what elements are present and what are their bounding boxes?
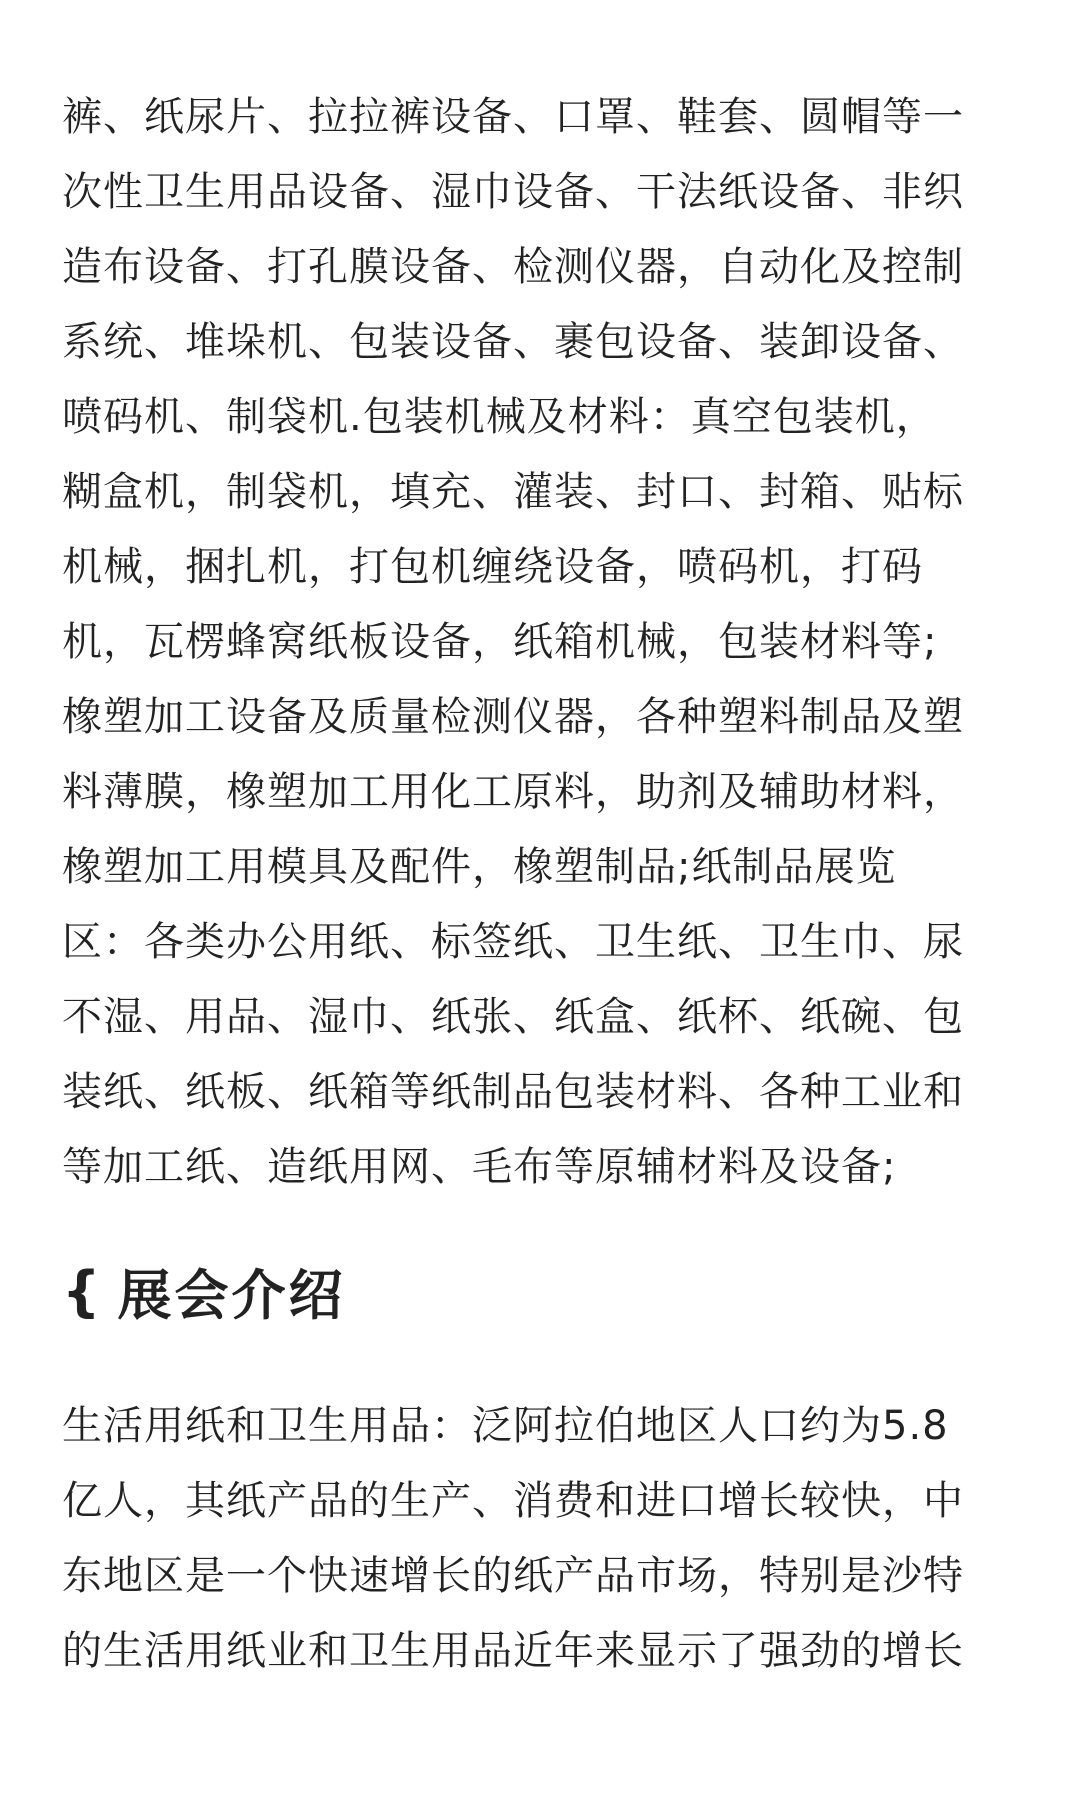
text-line: 装纸、纸板、纸箱等纸制品包装材料、各种工业和 bbox=[62, 1069, 964, 1115]
intro-paragraph bbox=[62, 1389, 1022, 1689]
text-line: 橡塑加工用模具及配件，橡塑制品;纸制品展览 bbox=[62, 844, 897, 890]
text-line: 造布设备、打孔膜设备、检测仪器，自动化及控制 bbox=[62, 244, 964, 290]
text-line: 区：各类办公用纸、标签纸、卫生纸、卫生巾、尿 bbox=[62, 919, 964, 965]
text-line: 的生活用纸业和卫生用品近年来显示了强劲的增长 bbox=[62, 1628, 964, 1674]
heading-brace: { bbox=[62, 1259, 104, 1323]
text-line: 东地区是一个快速增长的纸产品市场，特别是沙特 bbox=[62, 1553, 964, 1599]
text-line: 不湿、用品、湿巾、纸张、纸盒、纸杯、纸碗、包 bbox=[62, 994, 964, 1040]
text-line: 生活用纸和卫生用品：泛阿拉伯地区人口约为5.8 bbox=[62, 1403, 949, 1449]
article-body bbox=[62, 80, 1022, 1689]
text-line: 等加工纸、造纸用网、毛布等原辅材料及设备; bbox=[62, 1144, 897, 1190]
text-line: 亿人，其纸产品的生产、消费和进口增长较快，中 bbox=[62, 1478, 964, 1524]
text-line: 喷码机、制袋机.包装机械及材料：真空包装机， bbox=[62, 394, 937, 440]
text-line: 料薄膜，橡塑加工用化工原料，助剂及辅助材料， bbox=[62, 769, 964, 815]
text-line: 机械，捆扎机，打包机缠绕设备，喷码机，打码 bbox=[62, 544, 923, 590]
text-line: 机，瓦楞蜂窝纸板设备，纸箱机械，包装材料等; bbox=[62, 619, 938, 665]
section-heading bbox=[62, 1243, 1022, 1339]
exhibit-scope-paragraph bbox=[62, 80, 1022, 1205]
text-line: 裤、纸尿片、拉拉裤设备、口罩、鞋套、圆帽等一 bbox=[62, 94, 964, 140]
text-line: 系统、堆垛机、包装设备、裹包设备、装卸设备、 bbox=[62, 319, 964, 365]
text-line: 橡塑加工设备及质量检测仪器，各种塑料制品及塑 bbox=[62, 694, 964, 740]
text-line: 次性卫生用品设备、湿巾设备、干法纸设备、非织 bbox=[62, 169, 964, 215]
text-line: 糊盒机，制袋机，填充、灌装、封口、封箱、贴标 bbox=[62, 469, 964, 515]
section-title: 展会介绍 bbox=[117, 1263, 346, 1327]
